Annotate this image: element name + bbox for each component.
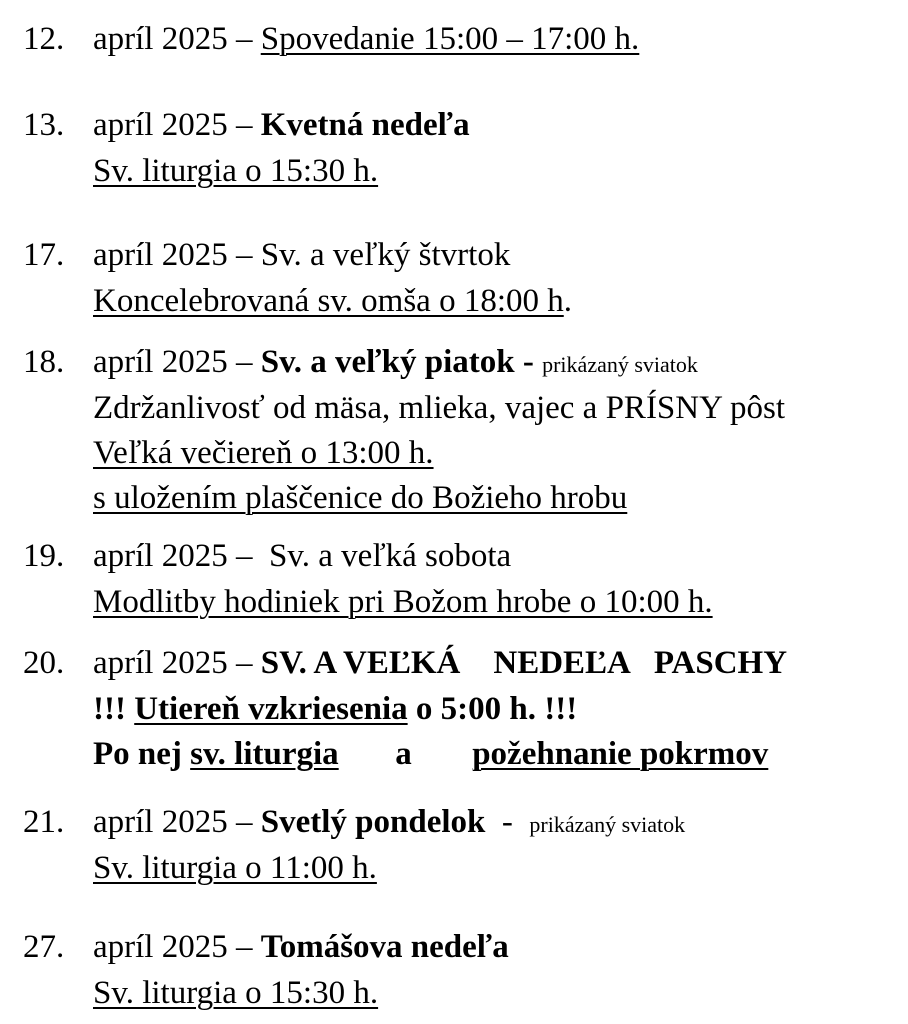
entry-day-number: 27. [23,929,65,965]
entry-line-1 [93,534,511,579]
entry-line-2 [93,279,572,324]
entry-fasting-rule: Zdržanlivosť od mäsa, mlieka, vajec a PRÍSNY pôst [93,390,785,426]
entry-line-1 [93,233,510,278]
entry-title: SV. A VEĽKÁ NEDEĽA PASCHY [260,645,788,681]
entry-date: apríl 2025 – [93,929,253,965]
entry-service-time: Sv. liturgia o 15:30 h. [93,975,379,1011]
entry-day-number: 21. [23,804,65,840]
entry-title: Tomášova nedeľa [260,929,509,965]
entry-day-number: 13. [23,107,65,143]
entry-line-1 [93,103,470,148]
entry-date: apríl 2025 – [93,21,253,57]
entry-line-1 [93,800,685,847]
entry-day-number: 17. [23,237,65,273]
entry-line-1 [93,925,509,970]
entry-period: . [563,283,572,319]
entry-day-number: 20. [23,645,65,681]
entry-service-time: Koncelebrovaná sv. omša o 18:00 h [93,283,564,319]
entry-date: apríl 2025 – [93,645,253,681]
entry-date: apríl 2025 – [93,107,253,143]
entry-emphasis-open: !!! [93,691,126,727]
entry-date: apríl 2025 – [93,237,253,273]
entry-title: Sv. a veľký štvrtok [260,237,511,273]
entry-line-1 [93,340,698,387]
entry-note: prikázaný sviatok [542,352,698,377]
entry-dash: - [501,804,513,840]
entry-date: apríl 2025 – [93,538,253,574]
entry-line-3 [93,732,768,777]
entry-service-name: Utiereň vzkriesenia [134,691,408,727]
entry-note: prikázaný sviatok [529,812,686,837]
entry-day-number: 12. [23,21,65,57]
entry-text-pre: Po nej [93,736,182,772]
entry-title: Kvetná nedeľa [260,107,470,143]
entry-date: apríl 2025 – [93,344,253,380]
entry-title: Spovedanie 15:00 – 17:00 h. [260,21,640,57]
entry-service-time: Modlitby hodiniek pri Božom hrobe o 10:00 h. [93,584,713,620]
entry-title: Svetlý pondelok [260,804,486,840]
entry-service-time: Sv. liturgia o 11:00 h. [93,850,377,886]
entry-service-time: o 5:00 h. !!! [415,691,578,727]
entry-line-1 [93,641,787,686]
entry-service-time: Sv. liturgia o 15:30 h. [93,153,379,189]
entry-dash: - [522,344,534,380]
entry-service-liturgy: sv. liturgia [190,736,339,772]
entry-date: apríl 2025 – [93,804,253,840]
entry-service-blessing: požehnanie pokrmov [472,736,769,772]
entry-service-detail: s uložením plaščenice do Božieho hrobu [93,480,628,516]
entry-title: Sv. a veľká sobota [268,538,512,574]
entry-line-1 [93,17,639,62]
entry-line-2 [93,687,577,732]
entry-service-time: Veľká večiereň o 13:00 h. [93,435,434,471]
entry-title: Sv. a veľký piatok [260,344,515,380]
entry-day-number: 19. [23,538,65,574]
entry-text-and: a [395,736,412,772]
entry-day-number: 18. [23,344,65,380]
